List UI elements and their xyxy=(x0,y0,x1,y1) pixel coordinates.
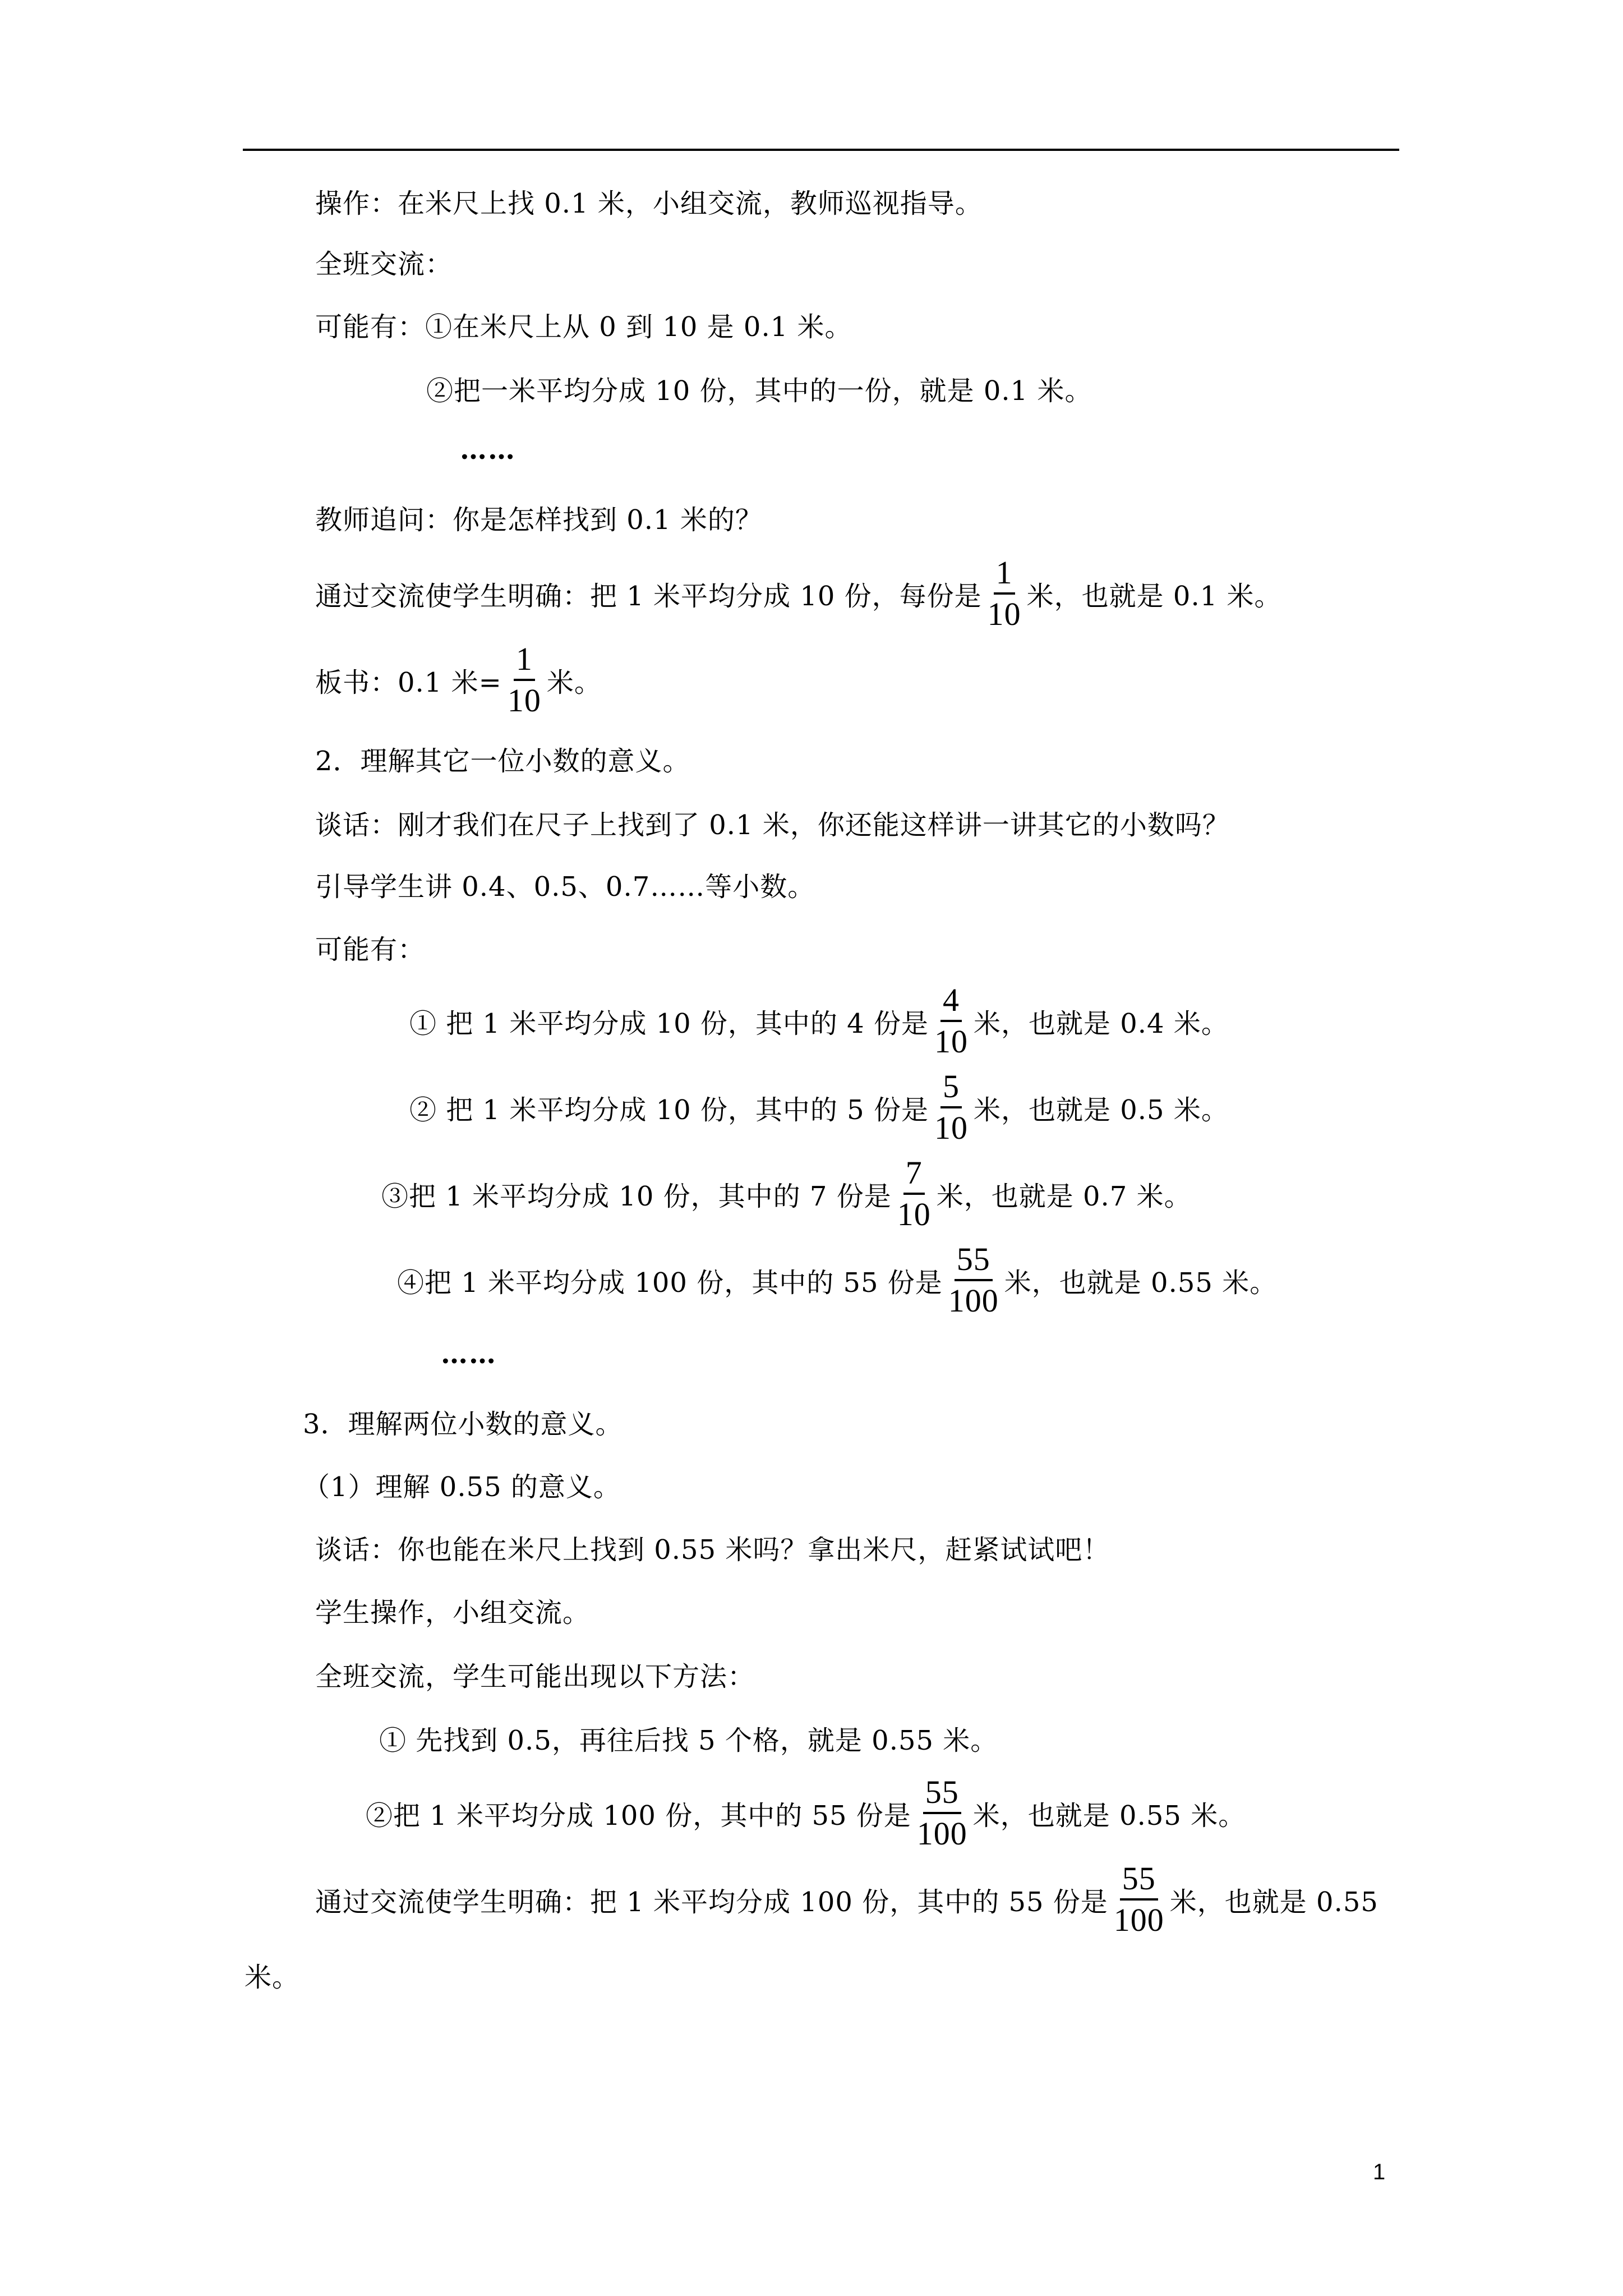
fraction-denominator: 100 xyxy=(916,1815,967,1852)
text-run: 操作：在米尺上找 0.1 米，小组交流，教师巡视指导。 xyxy=(315,187,983,219)
text-run: 米，也就是 0.7 米。 xyxy=(936,1180,1192,1212)
text-line xyxy=(409,982,1229,1060)
text-run: ②把一米平均分成 10 份，其中的一份，就是 0.1 米。 xyxy=(426,375,1092,407)
text-line xyxy=(366,1774,1246,1852)
text-run: 引导学生讲 0.4、0.5、0.7……等小数。 xyxy=(315,871,815,903)
fraction-numerator: 7 xyxy=(903,1157,925,1195)
text-run: 米，也就是 0.4 米。 xyxy=(973,1007,1229,1039)
text-line xyxy=(409,1068,1229,1146)
text-line xyxy=(315,725,690,792)
fraction-denominator: 100 xyxy=(1113,1902,1164,1938)
text-run: 2．理解其它一位小数的意义。 xyxy=(315,745,690,777)
fraction xyxy=(915,1776,970,1850)
text-run: ① 先找到 0.5，再往后找 5 个格，就是 0.55 米。 xyxy=(379,1724,998,1756)
fraction-denominator: 100 xyxy=(948,1282,999,1319)
fraction-numerator: 1 xyxy=(514,643,535,681)
text-run: 通过交流使学生明确：把 1 米平均分成 100 份，其中的 55 份是 xyxy=(315,1886,1108,1918)
text-run: ③把 1 米平均分成 10 份，其中的 7 份是 xyxy=(381,1180,892,1212)
fraction-numerator: 1 xyxy=(994,556,1015,595)
text-line xyxy=(315,554,1282,632)
text-line xyxy=(315,1576,590,1644)
text-line xyxy=(245,1941,299,2008)
text-line xyxy=(315,913,425,981)
text-run: 谈话：你也能在米尺上找到 0.55 米吗？拿出米尺，赶紧试试吧！ xyxy=(315,1534,1110,1566)
fraction xyxy=(505,643,543,717)
fraction xyxy=(932,984,970,1058)
text-line xyxy=(315,789,1230,856)
fraction-denominator: 10 xyxy=(507,682,541,719)
text-line xyxy=(315,1513,1110,1581)
fraction xyxy=(985,556,1023,631)
text-run: 可能有： xyxy=(315,933,426,965)
text-line xyxy=(460,416,516,484)
text-run: 米，也就是 0.1 米。 xyxy=(1026,580,1282,612)
text-run: 米。 xyxy=(546,666,602,698)
text-line xyxy=(381,1154,1192,1232)
text-line xyxy=(315,1860,1378,1938)
text-run: 米，也就是 0.55 米。 xyxy=(972,1800,1246,1832)
text-line xyxy=(315,850,815,918)
fraction-denominator: 10 xyxy=(934,1023,968,1060)
ellipsis: …… xyxy=(460,434,516,466)
fraction-denominator: 10 xyxy=(987,596,1021,632)
text-line xyxy=(379,1704,998,1772)
page-number: 1 xyxy=(1373,2160,1386,2184)
text-line xyxy=(315,484,763,551)
text-run: ②把 1 米平均分成 100 份，其中的 55 份是 xyxy=(366,1800,911,1832)
text-run: 米。 xyxy=(245,1961,300,1993)
fraction xyxy=(895,1154,933,1232)
text-line xyxy=(426,355,1092,422)
text-run: 通过交流使学生明确：把 1 米平均分成 10 份，每份是 xyxy=(315,580,982,612)
text-run: ④把 1 米平均分成 100 份，其中的 55 份是 xyxy=(397,1267,943,1299)
header-rule xyxy=(243,149,1399,151)
text-line xyxy=(315,1640,755,1708)
text-run: （1）理解 0.55 的意义。 xyxy=(303,1471,621,1503)
text-run: 3．理解两位小数的意义。 xyxy=(303,1408,623,1440)
text-line xyxy=(315,641,602,719)
fraction-denominator: 10 xyxy=(934,1110,968,1146)
fraction-numerator: 55 xyxy=(923,1776,961,1814)
text-line xyxy=(441,1320,497,1388)
ellipsis: …… xyxy=(441,1338,497,1370)
fraction xyxy=(1112,1862,1166,1936)
fraction-numerator: 5 xyxy=(940,1070,962,1108)
fraction-denominator: 10 xyxy=(897,1196,931,1232)
fraction xyxy=(932,1070,970,1144)
text-line xyxy=(303,1388,623,1455)
text-run: 米，也就是 0.55 米。 xyxy=(1004,1267,1278,1299)
text-run: 教师追问：你是怎样找到 0.1 米的？ xyxy=(315,504,763,536)
text-run: 学生操作，小组交流。 xyxy=(315,1596,591,1628)
fraction-numerator: 55 xyxy=(955,1243,993,1281)
text-line xyxy=(315,291,852,358)
text-line xyxy=(315,228,453,295)
text-run: 谈话：刚才我们在尺子上找到了 0.1 米，你还能这样讲一讲其它的小数吗？ xyxy=(315,809,1230,841)
text-run: ② 把 1 米平均分成 10 份，其中的 5 份是 xyxy=(409,1094,929,1126)
text-run: ① 把 1 米平均分成 10 份，其中的 4 份是 xyxy=(409,1007,929,1039)
text-run: 可能有：①在米尺上从 0 到 10 是 0.1 米。 xyxy=(315,311,852,343)
text-run: 米，也就是 0.55 xyxy=(1169,1886,1378,1918)
text-run: 米，也就是 0.5 米。 xyxy=(973,1094,1229,1126)
text-run: 全班交流： xyxy=(315,248,453,280)
fraction xyxy=(946,1243,1001,1317)
text-run: 板书：0.1 米= xyxy=(315,666,502,698)
text-line xyxy=(397,1241,1278,1319)
text-line xyxy=(315,167,983,234)
text-run: 全班交流，学生可能出现以下方法： xyxy=(315,1660,755,1692)
fraction-numerator: 55 xyxy=(1120,1862,1158,1901)
fraction-numerator: 4 xyxy=(940,984,962,1022)
text-line xyxy=(303,1451,621,1518)
